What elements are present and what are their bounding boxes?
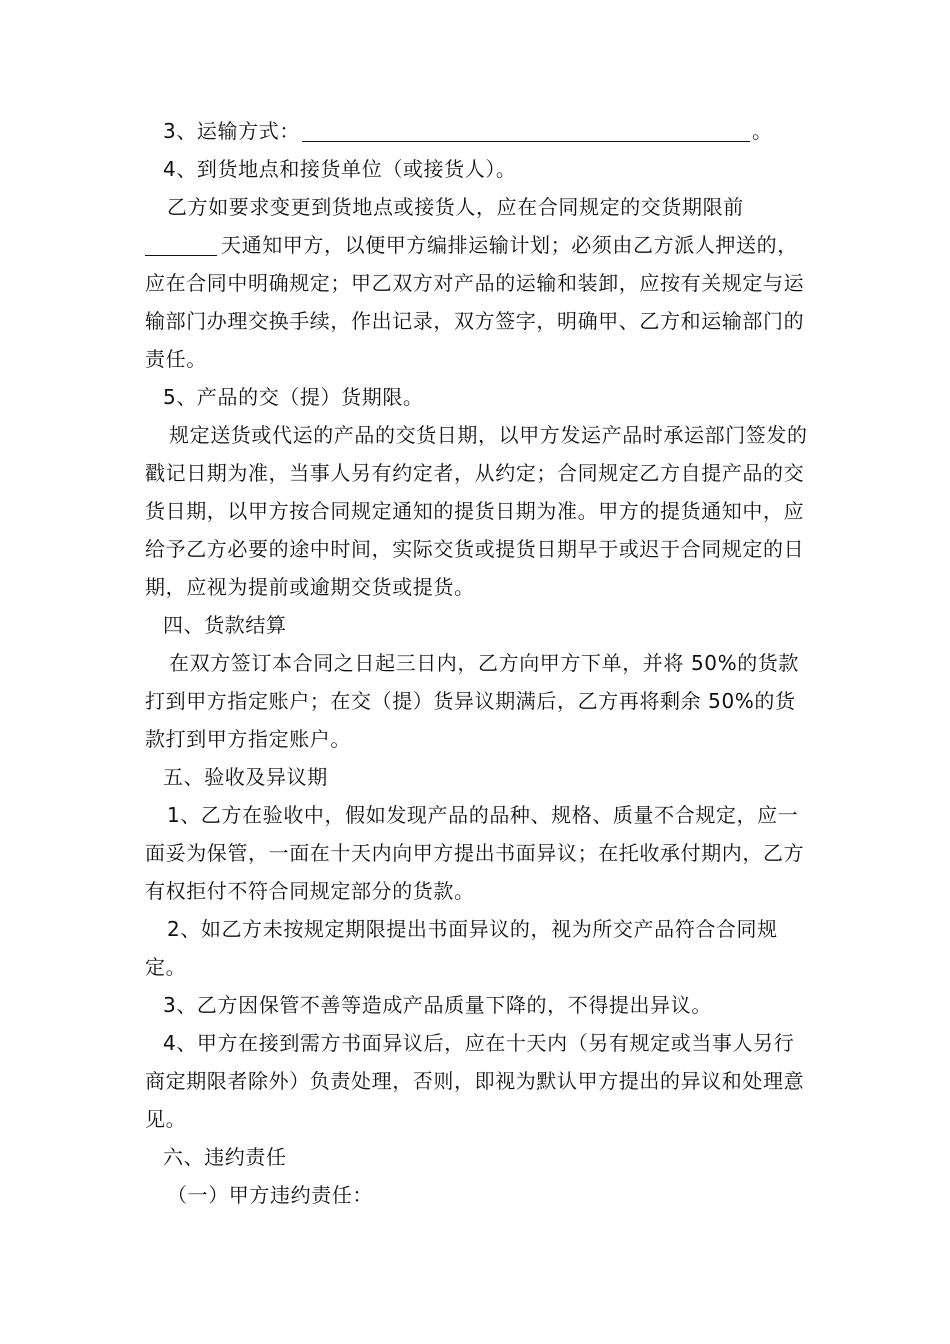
document-body — [145, 112, 811, 1214]
transport-method-blank — [302, 121, 750, 142]
change-delivery-text-after: 天通知甲方，以便甲方编排运输计划；必须由乙方派人押送的，应在合同中明确规定；甲乙双方对产品的运输和装卸，应按有关规定与运输部门办理交换手续，作出记录，双方签字，明确甲、乙方和运输部门的责任。 — [145, 233, 805, 371]
clause-party-a-liability: （一）甲方违约责任： — [167, 1183, 373, 1207]
transport-method-label: 3、运输方式： — [163, 119, 300, 143]
clause-payment: 在双方签订本合同之日起三日内，乙方向甲方下单，并将 50%的货款打到甲方指定账户；在交（提）货异议期满后，乙方再将剩余 50%的货款打到甲方指定账户。 — [145, 651, 800, 751]
clause-change-delivery — [145, 188, 811, 378]
clause-inspection-1: 1、乙方在验收中，假如发现产品的品种、规格、质量不合规定，应一面妥为保管，一面在十天内向甲方提出书面异议；在托收承付期内，乙方有权拒付不符合同规定部分的货款。 — [145, 803, 805, 903]
notice-days-blank — [145, 235, 217, 256]
section-liability-heading: 六、违约责任 — [163, 1145, 287, 1169]
clause-delivery-period: 5、产品的交（提）货期限。 — [163, 385, 424, 409]
change-delivery-text-before: 乙方如要求变更到货地点或接货人，应在合同规定的交货期限前 — [167, 195, 744, 219]
clause-inspection-2: 2、如乙方未按规定期限提出书面异议的，视为所交产品符合合同规定。 — [145, 917, 778, 979]
clause-inspection-3: 3、乙方因保管不善等造成产品质量下降的，不得提出异议。 — [163, 993, 712, 1017]
transport-method-suffix: 。 — [751, 119, 773, 143]
clause-delivery-location: 4、到货地点和接货单位（或接货人）。 — [163, 157, 517, 181]
clause-inspection-4: 4、甲方在接到需方书面异议后，应在十天内（另有规定或当事人另行商定期限者除外）负责处理，否则，即视为默认甲方提出的异议和处理意见。 — [145, 1031, 805, 1131]
section-payment-heading: 四、货款结算 — [163, 613, 287, 637]
clause-transport-method — [145, 112, 811, 150]
clause-delivery-date-rule: 规定送货或代运的产品的交货日期，以甲方发运产品时承运部门签发的戳记日期为准，当事人另有约定者，从约定；合同规定乙方自提产品的交货日期，以甲方按合同规定通知的提货日期为准。甲方的提货通知中，应给予乙方必要的途中时间，实际交货或提货日期早于或迟于合同规定的日期，应视为提前或逾期交货或提货。 — [145, 423, 808, 599]
section-inspection-heading: 五、验收及异议期 — [163, 765, 328, 789]
